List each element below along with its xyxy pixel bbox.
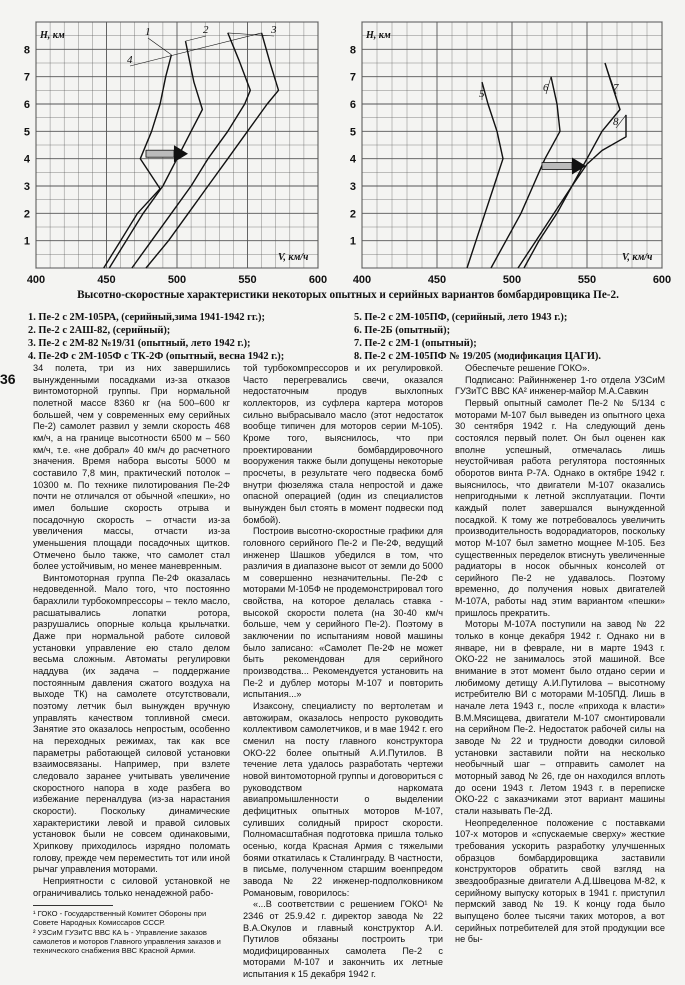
y-tick-label: 6 — [349, 99, 356, 111]
y-tick-label: 3 — [349, 181, 356, 193]
paragraph: Неопределенное положение с поставками 107-х моторов и «спускаемые сверху» жесткие требования ускорить разработку улучшенных образцов бомбардировщика заставили конструкторов обратить свой взгляд на звездообразные двигатели А.Д.Швецова М-82, к серийному выпуску которых в 1941 г. приступил пермский завод № 19. К концу года было выпущено более тысячи таких моторов, а вот серийных потребителей для этой продукции все не бы- — [455, 817, 665, 945]
x-tick-label: 550 — [577, 274, 597, 286]
legend-item-5: 5. Пе-2 с 2М-105ПФ, (серийный, лето 1943 г.); — [354, 312, 568, 323]
legend-item-3: 3. Пе-2 с 2М-82 №19/31 (опытный, лето 1942 г.); — [28, 338, 251, 349]
chart-panel-1 — [24, 22, 327, 286]
x-tick-label: 450 — [427, 274, 447, 286]
y-tick-label: 1 — [349, 235, 356, 248]
paragraph: Неприятности с силовой установкой не ограничивались только ненадежной рабо- — [33, 875, 230, 898]
x-tick-label: 500 — [502, 274, 522, 286]
quote-paragraph: «...В соответствии с решением ГОКО¹ № 2346 от 25.9.42 г. директор завода № 22 В.А.Окулов и главный конструктор А.И. Путилов обязаны построить три модифицированных самолета Пе-2 с моторами М-107 и закончить их летные испытания к 15 декабря 1942 г. — [243, 899, 443, 980]
y-tick-label: 4 — [349, 153, 356, 166]
y-tick-label: 7 — [23, 71, 30, 84]
y-tick-label: 2 — [23, 208, 30, 221]
series-2-leader — [185, 36, 206, 41]
signature-paragraph: Подписано: Райиннженер 1-го отдела УЗСиМ ГУЗиТС ВВС КА² инженер-майор М.А.Савкин — [455, 374, 665, 397]
arrow-annotation-body — [146, 150, 174, 157]
paragraph: Первый опытный самолет Пе-2 № 5/134 с моторами М-107 был выведен из опытного цеха 30 сентября 1942 г. На следующий день состоялся первый полет. Он был оценен как вполне успешный, отмечалась лишь неустойчивая работа регулятора постоянных оборотов винта Р-7А. Однако в октябре 1942 г. выяснилось, что двигатели М-107 оказались непригодными к летной эксплуатации. Почти каждый полет завершался вынужденной посадкой. К тому же потребовалось увеличить производительность водорадиаторов, поскольку мотор М-107 был заметно мощнее М-105. Без существенных переделок втиснуть увеличенные радиаторы в носок обычных консолей от серийного Пе-2 не удавалось. Поэтому временно, до получения новых двигателей М-107А, работы над этим вариантом «пешки» пришлось прекратить. — [455, 397, 665, 618]
footnote-divider — [33, 905, 113, 906]
text-column-3 — [455, 363, 665, 946]
y-tick-label: 5 — [349, 126, 356, 139]
series-7-label: 7 — [613, 82, 619, 94]
series-5-label: 5 — [479, 88, 485, 100]
x-tick-label: 550 — [238, 274, 257, 286]
paragraph: Обеспечьте решение ГОКО». — [465, 363, 590, 373]
legend-left — [28, 311, 284, 363]
y-tick-label: 5 — [23, 126, 30, 139]
series-8-label: 8 — [613, 116, 619, 128]
page-number: 36 — [0, 371, 16, 387]
paragraph: Построив высотно-скоростные графики для головного серийного Пе-2 и Пе-2Ф, ведущий инженер Шашков убедился в том, что различия в диапазоне высот от земли до 5000 м совершенно незначительны. Пе-2Ф с моторами М-105Ф не продемонстрировал того свойства, на которое делалась ставка - высокой скорости полета (на 30-40 км/ч больше, чем у серийного Пе-2). Поэтому в заключении по испытаниям новой машины было записано: «Самолет Пе-2Ф не может быть рекомендован для серийного производства... Рекомендуется установить на Пе-2 и дублер моторы М-107 и повторить испытания...» — [243, 526, 443, 700]
series-1-line — [104, 55, 172, 268]
text-column-1 — [33, 363, 230, 899]
x-tick-label: 500 — [167, 274, 187, 286]
paragraph: 34 полета, три из них завершились вынужденными посадками из-за отказов винтомоторной группы. При нормальной полетной массе 8360 кг (на 500–600 кг большей, чем у современных ему серийных Пе-2) самолет развил у земли скорость 468 км/ч, а на границе высотности 6500 м – 560 км/ч, т.е. «не добрал» 40 км/ч до расчетного значения. Время набора высоты 5000 м составило 7,8 мин, практический потолок – 10300 м. По технике пилотирования Пе-2Ф почти не отличался от обычной «пешки», но имел большие скорость отрыва и посадочную скорость – отчасти из-за увеличения массы, отчасти из-за уменьшения площади посадочных щитков. Отмечено было также, что самолет стал более устойчивым, но менее маневренным. — [33, 363, 230, 572]
series-1-label: 1 — [145, 26, 151, 38]
y-tick-label: 2 — [349, 208, 356, 221]
y-tick-label: 7 — [349, 71, 356, 84]
legend-item-8: 8. Пе-2 с 2М-105ПФ № 19/205 (модификация ЦАГИ). — [354, 351, 601, 362]
x-tick-label: 400 — [352, 274, 372, 286]
text-column-2 — [243, 363, 443, 981]
legend-item-2: 2. Пе-2 с 2АШ-82, (серийный); — [28, 325, 171, 336]
y-tick-label: 1 — [23, 235, 30, 248]
charts-area — [0, 0, 685, 290]
paragraph: Изаксону, специалисту по вертолетам и автожирам, оказалось непросто руководить коллективом самолетчиков, и в мае 1942 г. его сменил на посту главного конструктора ОКО-22 более опытный А.И.Путилов. В течение лета удалось разработать чертежи новой винтомоторной группы и договориться с руководством наркомата авиапромышленности о выделении дефицитных опытных моторов М-107, суливших солидный прирост скорости. Полномасштабная подготовка пришла только осенью, когда Красная Армия с тяжелыми боями откатилась к Сталинграду. В частности, в письме, полученном старшим военпредом завода № 22 инженер-подполковником Романовым, говорилось: — [243, 701, 443, 898]
footnote-1: ¹ ГОКО - Государственный Комитет Обороны при Совете Народных Комиссаров СССР. — [33, 909, 207, 928]
x-tick-label: 450 — [97, 274, 116, 286]
legend-item-6: 6. Пе-2Б (опытный); — [354, 325, 451, 336]
x-tick-label: 400 — [26, 274, 46, 286]
arrow-annotation-head — [174, 145, 188, 162]
series-1-leader — [148, 38, 171, 55]
legend-right — [354, 311, 601, 363]
footnote-2: ² УЗСиМ ГУЗиТС ВВС КА Ь - Управление заказов самолетов и моторов Главного управления заказов и технического снабжения ВВС Красной Армии. — [33, 928, 221, 956]
y-tick-label: 4 — [23, 153, 30, 166]
x-tick-label: 600 — [652, 274, 672, 286]
x-axis-label: V, км/ч — [622, 252, 653, 263]
series-4-label: 4 — [127, 54, 133, 66]
paragraph: Винтомоторная группа Пе-2Ф оказалась недоведенной. Мало того, что постоянно барахлили турбокомпрессоры – текло масло, расшатывались лопатки ротора, разрушались опорные кольца крыльчатки. Даже при нормальной работе силовой установки управление ею стало делом весьма сложным. Автоматы регулировки наддува (их задача – поддержание постоянным давления сжатого воздуха на выходе ТК) на самолете отсутствовали, поэтому летчик был вынужден вручную управлять качеством топливной смеси. Занятие это оказалось непростым, особенно на переходных режимах, так как все параметры работающей силовой установки взаимосвязаны. Например, при взлете следовало заранее учитывать увеличение скоростного напора в ходе разбега во избежание переналдува (из-за нарастания скорости). Поскольку динамические характеристики левой и правой силовых установок были не совсем одинаковыми, Хрипкову приходилось изрядно поломать голову, прежде чем переместить тот или иной рычаг управления моторами. — [33, 572, 230, 875]
series-5-line — [467, 82, 503, 268]
paragraph: той турбокомпрессоров и их регулировкой. Часто перегревались свечи, оказался недостаточным продув выхлопных коллекторов, из суфлера картера моторов сильно выбрасывало масло (этот недостаток вообще типичен для моторов серии М-105). Кроме того, выяснилось, что при проектировании бомбардировочного вооружения также были допущены некоторые просчеты, в результате чего подвеска бомб внутри фюзеляжа стала непростой и даже опасной операцией (один из специалистов вынужден был стоять в момент подвески под бомбой). — [243, 363, 443, 525]
y-tick-label: 3 — [23, 181, 30, 193]
series-2-label: 2 — [203, 24, 209, 36]
x-axis-label: V, км/ч — [278, 252, 309, 263]
series-3-label: 3 — [271, 24, 277, 36]
x-tick-label: 600 — [308, 274, 328, 286]
y-tick-label: 8 — [349, 44, 356, 57]
y-tick-label: 8 — [23, 44, 30, 57]
series-6-label: 6 — [543, 82, 549, 94]
paragraph: Моторы М-107А поступили на завод № 22 только в конце декабря 1942 г. Однако ни в январе, ни в феврале, ни в марте 1943 г. ОКО-22 не занималось этой машиной. Все внимание в этот момент было отдано серии и любимому детищу А.И.Путилова – высотному истребителю ВИ с моторами М-105ПД. Лишь в начале лета 1943 г., после «прихода к власти» В.М.Мясищева, двигатели М-107 смонтировали на серийном Пе-2. Недостаток рабочей силы на заводе № 22 и трудности доводки силовой установки заставили пойти на несколько необычный шаг – отправить самолет на моторный завод № 26, где он находился вплоть до осени 1943 г. Летом 1943 г. в переписке ОКО-22 с заказчиками этот вариант машины стали называть Пе-2Д. — [455, 619, 665, 816]
y-axis-label: H, км — [40, 30, 65, 41]
legend-item-1: 1. Пе-2 с 2М-105РА, (серийный,зима 1941-1942 гг.); — [28, 312, 265, 323]
figure-caption: Высотно-скоростные характеристики некоторых опытных и серийных вариантов бомбардировщика Пе-2. — [77, 289, 619, 301]
y-axis-label: H, км — [366, 30, 391, 41]
y-tick-label: 6 — [23, 99, 30, 111]
legend-item-4: 4. Пе-2Ф с 2М-105Ф с ТК-2Ф (опытный, весна 1942 г.); — [28, 351, 285, 362]
arrow-annotation-body — [542, 163, 572, 170]
legend-item-7: 7. Пе-2 с 2М-1 (опытный); — [354, 338, 477, 349]
chart-panel-2 — [350, 22, 671, 286]
